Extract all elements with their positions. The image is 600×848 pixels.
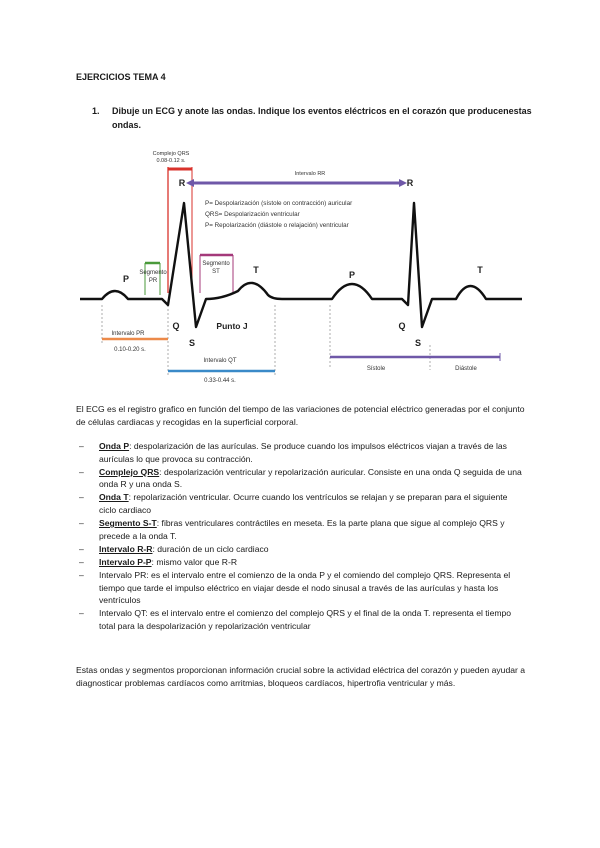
- page-heading: EJERCICIOS TEMA 4: [76, 72, 166, 82]
- wave-label-p2: P: [348, 270, 356, 280]
- sistole-label: Sístole: [366, 366, 386, 372]
- list-item-term: Intervalo P-P: [99, 556, 152, 567]
- segmento-pr-label-1: Segmento: [139, 270, 167, 276]
- list-dash: –: [79, 441, 84, 451]
- intervalo-qt-label: Intervalo QT: [203, 358, 237, 364]
- wave-label-t1: T: [253, 265, 259, 275]
- list-item: [76, 607, 526, 632]
- question-1: [92, 105, 532, 132]
- list-item-term: Onda T: [99, 492, 129, 503]
- list-item-text: : repolarización ventricular. Ocurre cuando los ventrículos se relajan y se preparan para el siguiente ciclo cardiaco: [99, 492, 508, 515]
- complejo-qrs-label: Complejo QRS: [152, 151, 190, 157]
- list-item: [76, 556, 526, 569]
- intervalo-qt-range: 0.33-0.44 s.: [204, 378, 236, 384]
- wave-label-t2: T: [477, 265, 483, 275]
- intervalo-rr-arrowhead-left: [186, 179, 194, 187]
- list-item-term: Onda P: [99, 441, 130, 451]
- legend-line-3: P= Repolarización (diástole o relajación) ventricular: [205, 222, 349, 229]
- list-item: [76, 543, 526, 556]
- wave-label-s2: S: [414, 338, 422, 348]
- list-dash: –: [79, 492, 84, 503]
- wave-label-q2: Q: [398, 321, 406, 331]
- segmento-st-label-2: ST: [212, 269, 220, 275]
- list-dash: –: [79, 569, 84, 580]
- wave-label-r2: R: [406, 178, 414, 188]
- complejo-qrs-range: 0.08-0.12 s.: [156, 158, 186, 164]
- intervalo-rr-label: Intervalo RR: [294, 171, 326, 177]
- list-item: [76, 491, 526, 516]
- intervalo-pr-label: Intervalo PR: [111, 331, 145, 337]
- segmento-pr-label-2: PR: [148, 278, 158, 284]
- list-dash: –: [79, 518, 84, 529]
- list-item: [76, 440, 526, 465]
- list-item-text: : fibras ventriculares contráctiles en meseta. Es la parte plana que sigue al complejo QRS y precede a la onda T.: [99, 518, 505, 541]
- list-item: [76, 517, 526, 542]
- list-item-text: : mismo valor que R-R: [151, 556, 238, 567]
- wave-label-s1: S: [188, 338, 196, 348]
- list-item-text: : duración de un ciclo cardiaco: [152, 543, 269, 554]
- legend-line-2: QRS= Despolarización ventricular: [205, 211, 300, 218]
- segmento-st-label-1: Segmento: [202, 261, 230, 267]
- conclusion-paragraph: Estas ondas y segmentos proporcionan información crucial sobre la actividad eléctrica del corazón y pueden ayudar a diagnosticar problemas cardíacos como arritmias, bloqueos cardíacos, hipertrofia ventricular y más.: [76, 665, 526, 688]
- list-dash: –: [79, 608, 84, 619]
- intervalo-pr-range: 0.10-0.20 s.: [114, 347, 146, 353]
- list-dash: –: [79, 543, 84, 554]
- punto-j-label: Punto J: [216, 321, 248, 331]
- diastole-label: Diástole: [455, 366, 477, 372]
- list-dash: –: [79, 466, 84, 477]
- definitions-list: [76, 440, 526, 633]
- list-item-text: Intervalo PR: es el intervalo entre el comienzo de la onda P y el comiendo del complejo QRS. Representa el tiempo que tarde el impulso eléctrico en viajar desde el nodo sinusal a través de las aurículas y hasta los ventrículos: [99, 569, 511, 606]
- list-item: [76, 569, 526, 607]
- list-item-text: : despolarización de las aurículas. Se produce cuando los impulsos eléctricos viajan a través de las aurículas lo que provoca su contracción.: [99, 441, 507, 464]
- list-item-text: Intervalo QT: es el intervalo entre el comienzo del complejo QRS y el final de la onda T. representa el tiempo total para la despolarización y repolarización ventricular: [99, 608, 512, 631]
- list-item-text: : despolarización ventricular y repolarización auricular. Consiste en una onda Q seguida de una onda R y una onda S.: [99, 466, 522, 490]
- list-item-term: Complejo QRS: [99, 466, 160, 477]
- wave-label-r1: R: [178, 178, 186, 188]
- wave-label-p1: P: [122, 274, 130, 284]
- intro-paragraph: El ECG es el registro grafico en función del tiempo de las variaciones de potencial eléctrico generadas por el conjunto de células cardiacas y recogidas en la superficial corporal.: [76, 404, 525, 427]
- list-dash: –: [79, 556, 84, 567]
- question-text: Dibuje un ECG y anote las ondas. Indique los eventos eléctricos en el corazón que producenestas ondas.: [112, 106, 532, 130]
- list-item: [76, 466, 526, 491]
- list-item-term: Intervalo R-R: [99, 543, 153, 554]
- list-item-term: Segmento S-T: [99, 518, 157, 529]
- ecg-diagram: [70, 145, 526, 388]
- wave-label-q1: Q: [172, 321, 180, 331]
- legend-line-1: P= Despolarización (sístole on contracción) auricular: [205, 200, 353, 207]
- question-number: 1.: [92, 106, 100, 116]
